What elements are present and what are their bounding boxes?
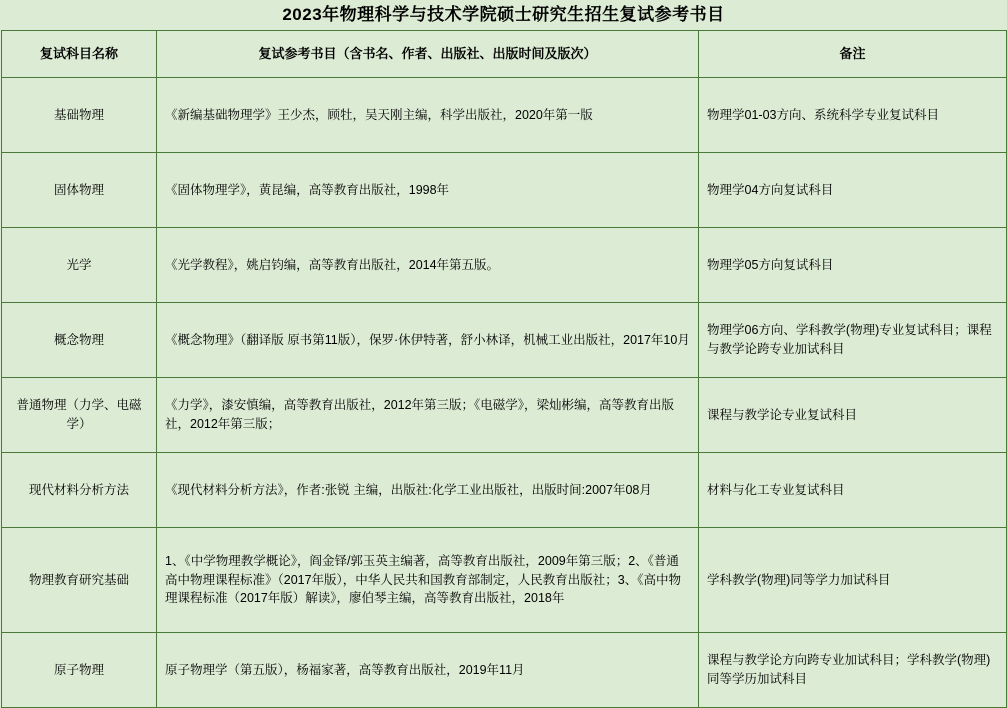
table-row	[2, 303, 1007, 378]
cell-note: 物理学04方向复试科目	[699, 153, 1007, 228]
cell-references: 《力学》，漆安慎编，高等教育出版社，2012年第三版；《电磁学》，梁灿彬编，高等教育出版社，2012年第三版；	[157, 378, 699, 453]
cell-note: 材料与化工专业复试科目	[699, 453, 1007, 528]
cell-references: 《光学教程》，姚启钧编，高等教育出版社，2014年第五版。	[157, 228, 699, 303]
table-row	[2, 528, 1007, 633]
column-header-note: 备注	[699, 31, 1007, 78]
page-title: 2023年物理科学与技术学院硕士研究生招生复试参考书目	[0, 0, 1007, 30]
cell-note: 物理学05方向复试科目	[699, 228, 1007, 303]
cell-subject: 固体物理	[2, 153, 157, 228]
cell-note: 课程与教学论方向跨专业加试科目；学科教学(物理)同等学历加试科目	[699, 633, 1007, 708]
cell-references: 1、《中学物理教学概论》，阎金铎/郭玉英主编著，高等教育出版社，2009年第三版；2、《普通高中物理课程标准》（2017年版），中华人民共和国教育部制定，人民教育出版社；3、《高中物理课程标准（2017年版）解读》，廖伯琴主编，高等教育出版社，2018年	[157, 528, 699, 633]
cell-note: 课程与教学论专业复试科目	[699, 378, 1007, 453]
table-row	[2, 78, 1007, 153]
cell-subject: 原子物理	[2, 633, 157, 708]
cell-subject: 光学	[2, 228, 157, 303]
cell-subject: 普通物理（力学、电磁学）	[2, 378, 157, 453]
table-row	[2, 633, 1007, 708]
cell-subject: 基础物理	[2, 78, 157, 153]
cell-references: 《现代材料分析方法》，作者:张锐 主编，出版社:化学工业出版社，出版时间:2007年08月	[157, 453, 699, 528]
table-header-row	[2, 31, 1007, 78]
reference-booklist-table	[1, 30, 1007, 708]
cell-subject: 物理教育研究基础	[2, 528, 157, 633]
cell-subject: 现代材料分析方法	[2, 453, 157, 528]
cell-note: 物理学01-03方向、系统科学专业复试科目	[699, 78, 1007, 153]
table-row	[2, 153, 1007, 228]
cell-subject: 概念物理	[2, 303, 157, 378]
table-row	[2, 453, 1007, 528]
cell-references: 《固体物理学》，黄昆编，高等教育出版社，1998年	[157, 153, 699, 228]
table-row	[2, 378, 1007, 453]
column-header-references: 复试参考书目（含书名、作者、出版社、出版时间及版次）	[157, 31, 699, 78]
cell-references: 《概念物理》（翻译版 原书第11版），保罗·休伊特著，舒小林译，机械工业出版社，2017年10月	[157, 303, 699, 378]
table-row	[2, 228, 1007, 303]
cell-references: 《新编基础物理学》王少杰，顾牡，吴天刚主编，科学出版社，2020年第一版	[157, 78, 699, 153]
column-header-subject: 复试科目名称	[2, 31, 157, 78]
cell-note: 物理学06方向、学科教学(物理)专业复试科目；课程与教学论跨专业加试科目	[699, 303, 1007, 378]
cell-note: 学科教学(物理)同等学力加试科目	[699, 528, 1007, 633]
cell-references: 原子物理学（第五版），杨福家著，高等教育出版社，2019年11月	[157, 633, 699, 708]
